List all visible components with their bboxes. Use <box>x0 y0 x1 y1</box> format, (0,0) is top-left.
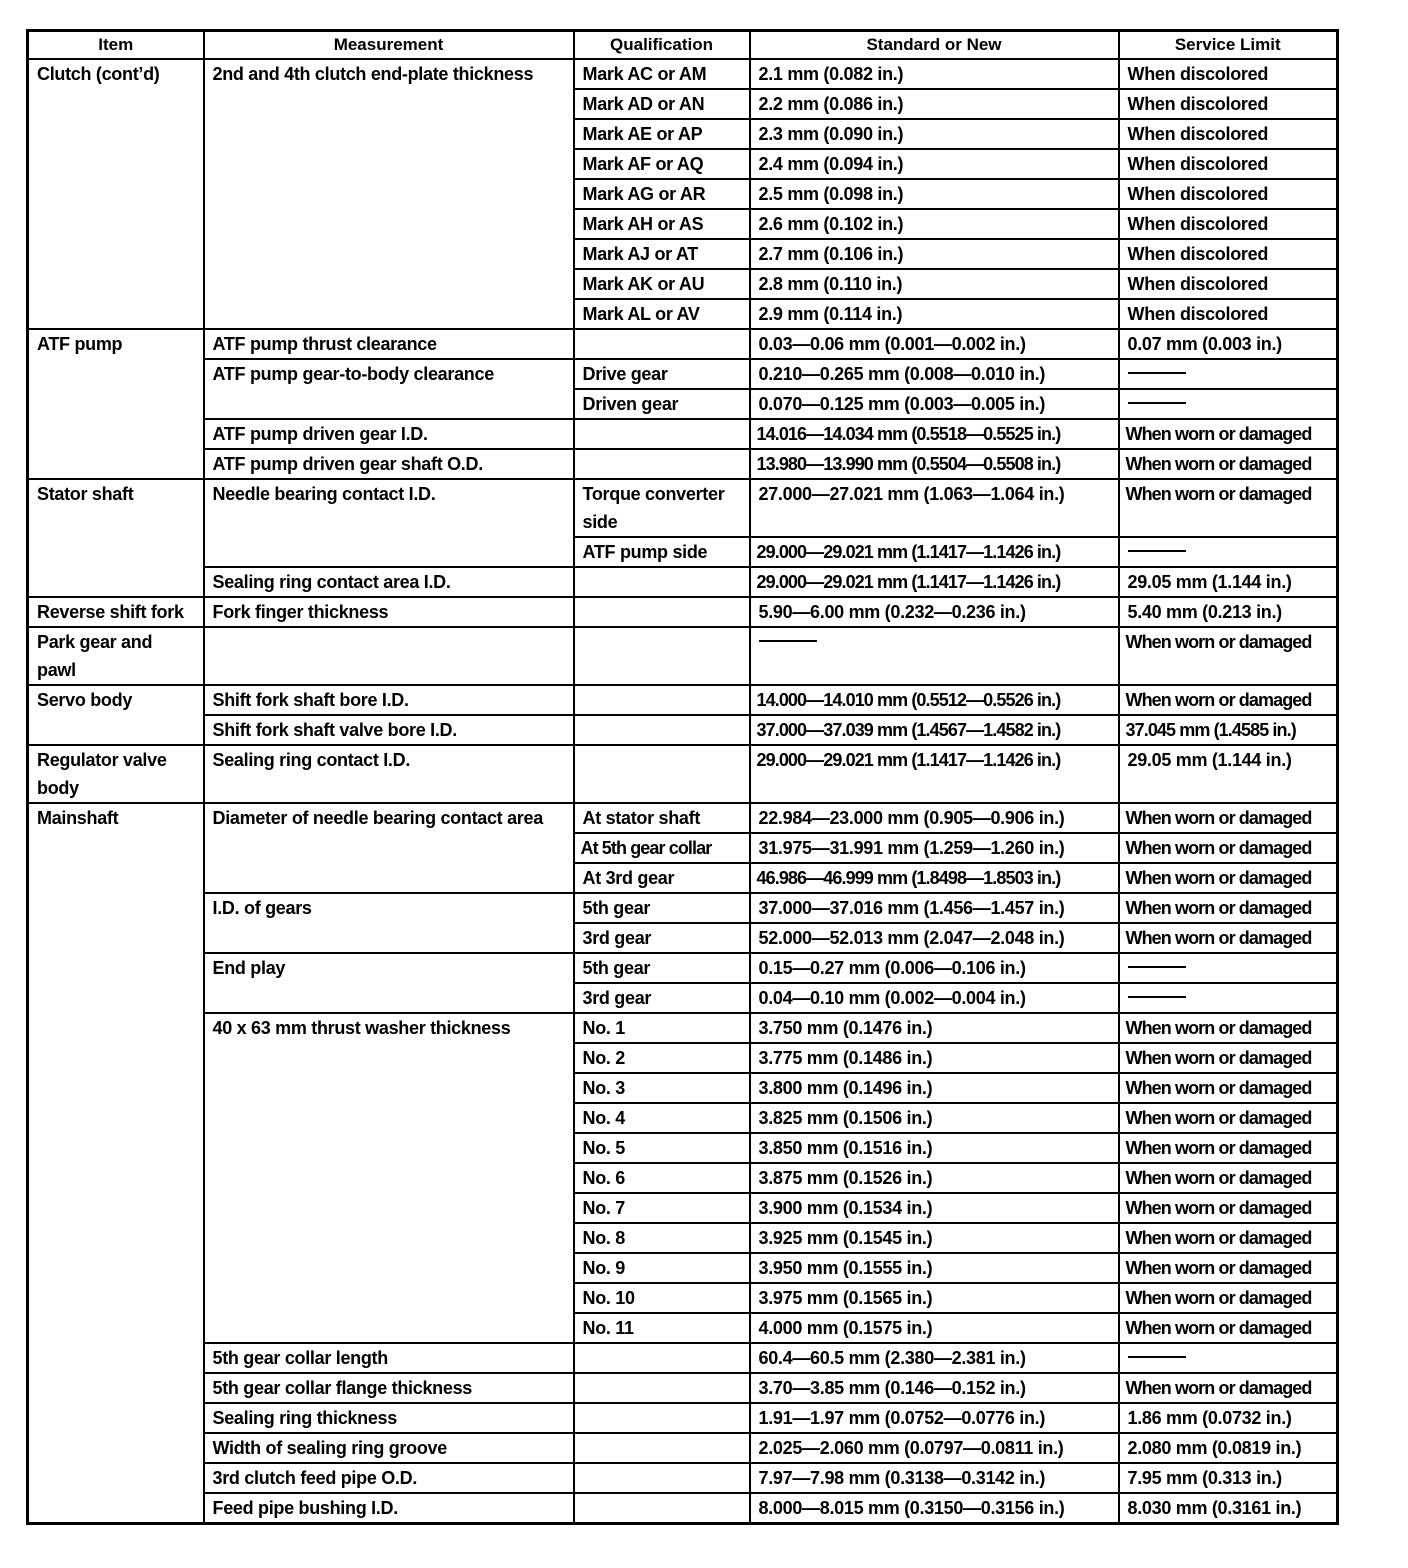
qualification-cell <box>574 1343 750 1373</box>
limit-cell: When worn or damaged <box>1119 1013 1338 1043</box>
measurement-cell: Sealing ring contact I.D. <box>204 745 574 803</box>
standard-cell: 2.3 mm (0.090 in.) <box>750 119 1119 149</box>
qualification-cell <box>574 1433 750 1463</box>
standard-cell: 27.000—27.021 mm (1.063—1.064 in.) <box>750 479 1119 537</box>
standard-cell: 7.97—7.98 mm (0.3138—0.3142 in.) <box>750 1463 1119 1493</box>
qualification-cell: No. 6 <box>574 1163 750 1193</box>
standard-cell: 29.000—29.021 mm (1.1417—1.1426 in.) <box>750 745 1119 803</box>
limit-cell: 2.080 mm (0.0819 in.) <box>1119 1433 1338 1463</box>
standard-cell: 37.000—37.039 mm (1.4567—1.4582 in.) <box>750 715 1119 745</box>
standard-cell: 60.4—60.5 mm (2.380—2.381 in.) <box>750 1343 1119 1373</box>
table-row <box>28 479 1338 537</box>
limit-cell: When worn or damaged <box>1119 1133 1338 1163</box>
limit-cell: 0.07 mm (0.003 in.) <box>1119 329 1338 359</box>
qualification-cell: Mark AJ or AT <box>574 239 750 269</box>
limit-cell: When worn or damaged <box>1119 803 1338 833</box>
limit-cell: When worn or damaged <box>1119 1373 1338 1403</box>
qualification-cell: Mark AG or AR <box>574 179 750 209</box>
limit-cell: When worn or damaged <box>1119 863 1338 893</box>
qualification-cell: No. 3 <box>574 1073 750 1103</box>
table-row <box>28 745 1338 803</box>
header-row <box>28 31 1338 60</box>
table-row <box>28 1493 1338 1524</box>
item-stator-shaft: Stator shaft <box>28 479 204 597</box>
limit-cell <box>1119 953 1338 983</box>
standard-cell: 3.925 mm (0.1545 in.) <box>750 1223 1119 1253</box>
measurement-cell: 3rd clutch feed pipe O.D. <box>204 1463 574 1493</box>
qualification-cell: Mark AF or AQ <box>574 149 750 179</box>
limit-cell: 8.030 mm (0.3161 in.) <box>1119 1493 1338 1524</box>
limit-cell: When worn or damaged <box>1119 1043 1338 1073</box>
item-mainshaft: Mainshaft <box>28 803 204 1524</box>
standard-cell: 29.000—29.021 mm (1.1417—1.1426 in.) <box>750 537 1119 567</box>
limit-cell: When discolored <box>1119 239 1338 269</box>
limit-cell: When discolored <box>1119 149 1338 179</box>
table-row <box>28 627 1338 685</box>
table-row <box>28 1373 1338 1403</box>
table-row <box>28 1403 1338 1433</box>
measurement-cell: 5th gear collar length <box>204 1343 574 1373</box>
standard-cell: 37.000—37.016 mm (1.456—1.457 in.) <box>750 893 1119 923</box>
measurement-cell: ATF pump driven gear I.D. <box>204 419 574 449</box>
table-row <box>28 419 1338 449</box>
standard-cell: 0.04—0.10 mm (0.002—0.004 in.) <box>750 983 1119 1013</box>
qualification-cell <box>574 597 750 627</box>
standard-cell: 3.975 mm (0.1565 in.) <box>750 1283 1119 1313</box>
standard-cell: 3.850 mm (0.1516 in.) <box>750 1133 1119 1163</box>
qualification-cell: ATF pump side <box>574 537 750 567</box>
standard-cell: 13.980—13.990 mm (0.5504—0.5508 in.) <box>750 449 1119 479</box>
measurement-cell <box>204 627 574 685</box>
standard-cell: 3.950 mm (0.1555 in.) <box>750 1253 1119 1283</box>
table-row <box>28 803 1338 833</box>
item-park-gear-and-pawl: Park gear and pawl <box>28 627 204 685</box>
limit-cell: When worn or damaged <box>1119 419 1338 449</box>
limit-cell <box>1119 1343 1338 1373</box>
measurement-cell: Sealing ring thickness <box>204 1403 574 1433</box>
standard-cell: 29.000—29.021 mm (1.1417—1.1426 in.) <box>750 567 1119 597</box>
qualification-cell <box>574 627 750 685</box>
standard-cell: 3.825 mm (0.1506 in.) <box>750 1103 1119 1133</box>
standard-cell: 31.975—31.991 mm (1.259—1.260 in.) <box>750 833 1119 863</box>
standard-cell: 14.000—14.010 mm (0.5512—0.5526 in.) <box>750 685 1119 715</box>
limit-cell: When worn or damaged <box>1119 1193 1338 1223</box>
qualification-cell: Mark AC or AM <box>574 59 750 89</box>
measurement-cell: End play <box>204 953 574 1013</box>
dash-line <box>1128 402 1186 404</box>
measurement-cell: ATF pump thrust clearance <box>204 329 574 359</box>
limit-cell <box>1119 389 1338 419</box>
standard-cell: 1.91—1.97 mm (0.0752—0.0776 in.) <box>750 1403 1119 1433</box>
table-row <box>28 329 1338 359</box>
standard-cell: 8.000—8.015 mm (0.3150—0.3156 in.) <box>750 1493 1119 1524</box>
table-row <box>28 685 1338 715</box>
measurement-cell: 5th gear collar flange thickness <box>204 1373 574 1403</box>
qualification-cell: No. 4 <box>574 1103 750 1133</box>
dash-line <box>1128 1356 1186 1358</box>
qualification-cell: No. 11 <box>574 1313 750 1343</box>
limit-cell: When worn or damaged <box>1119 479 1338 537</box>
standard-cell: 0.210—0.265 mm (0.008—0.010 in.) <box>750 359 1119 389</box>
limit-cell: When worn or damaged <box>1119 1103 1338 1133</box>
standard-cell: 2.025—2.060 mm (0.0797—0.0811 in.) <box>750 1433 1119 1463</box>
dash-line <box>759 640 817 642</box>
measurement-cell: Fork finger thickness <box>204 597 574 627</box>
standard-cell: 4.000 mm (0.1575 in.) <box>750 1313 1119 1343</box>
header-service-limit: Service Limit <box>1119 31 1338 60</box>
standard-cell: 0.070—0.125 mm (0.003—0.005 in.) <box>750 389 1119 419</box>
measurement-cell: Sealing ring contact area I.D. <box>204 567 574 597</box>
standard-cell: 2.8 mm (0.110 in.) <box>750 269 1119 299</box>
qualification-cell: Mark AL or AV <box>574 299 750 329</box>
qualification-cell <box>574 685 750 715</box>
limit-cell: 29.05 mm (1.144 in.) <box>1119 567 1338 597</box>
qualification-cell <box>574 419 750 449</box>
standard-cell: 2.4 mm (0.094 in.) <box>750 149 1119 179</box>
qualification-cell: No. 5 <box>574 1133 750 1163</box>
qualification-cell <box>574 1463 750 1493</box>
table-row <box>28 59 1338 89</box>
table-row <box>28 1013 1338 1043</box>
limit-cell: When discolored <box>1119 179 1338 209</box>
limit-cell: 7.95 mm (0.313 in.) <box>1119 1463 1338 1493</box>
qualification-cell: No. 2 <box>574 1043 750 1073</box>
item-atf-pump: ATF pump <box>28 329 204 479</box>
measurement-cell: ATF pump driven gear shaft O.D. <box>204 449 574 479</box>
standard-cell: 2.6 mm (0.102 in.) <box>750 209 1119 239</box>
qualification-cell: No. 8 <box>574 1223 750 1253</box>
table-row <box>28 597 1338 627</box>
qualification-cell: Torque converter side <box>574 479 750 537</box>
qualification-cell: 5th gear <box>574 953 750 983</box>
header-qualification: Qualification <box>574 31 750 60</box>
table-row <box>28 953 1338 983</box>
qualification-cell <box>574 449 750 479</box>
limit-cell: When worn or damaged <box>1119 1313 1338 1343</box>
standard-cell: 0.15—0.27 mm (0.006—0.106 in.) <box>750 953 1119 983</box>
table-row <box>28 1433 1338 1463</box>
standard-cell: 2.9 mm (0.114 in.) <box>750 299 1119 329</box>
qualification-cell <box>574 745 750 803</box>
item-regulator-valve-body: Regulator valve body <box>28 745 204 803</box>
dash-line <box>1128 550 1186 552</box>
qualification-cell: At 3rd gear <box>574 863 750 893</box>
qualification-cell <box>574 715 750 745</box>
qualification-cell: Drive gear <box>574 359 750 389</box>
standard-cell: 3.750 mm (0.1476 in.) <box>750 1013 1119 1043</box>
standard-cell: 3.875 mm (0.1526 in.) <box>750 1163 1119 1193</box>
qualification-cell <box>574 329 750 359</box>
limit-cell: When discolored <box>1119 269 1338 299</box>
limit-cell <box>1119 359 1338 389</box>
header-measurement: Measurement <box>204 31 574 60</box>
qualification-cell: No. 9 <box>574 1253 750 1283</box>
limit-cell: When discolored <box>1119 59 1338 89</box>
measurement-cell: 40 x 63 mm thrust washer thickness <box>204 1013 574 1343</box>
limit-cell: When worn or damaged <box>1119 627 1338 685</box>
limit-cell: When worn or damaged <box>1119 1253 1338 1283</box>
limit-cell: When discolored <box>1119 89 1338 119</box>
measurement-cell: Diameter of needle bearing contact area <box>204 803 574 893</box>
limit-cell: When worn or damaged <box>1119 1283 1338 1313</box>
qualification-cell: 5th gear <box>574 893 750 923</box>
limit-cell: When worn or damaged <box>1119 1163 1338 1193</box>
item-reverse-shift-fork: Reverse shift fork <box>28 597 204 627</box>
standard-cell: 14.016—14.034 mm (0.5518—0.5525 in.) <box>750 419 1119 449</box>
table-row <box>28 1463 1338 1493</box>
qualification-cell <box>574 567 750 597</box>
header-standard: Standard or New <box>750 31 1119 60</box>
measurement-cell: 2nd and 4th clutch end-plate thickness <box>204 59 574 329</box>
standard-cell: 5.90—6.00 mm (0.232—0.236 in.) <box>750 597 1119 627</box>
measurement-cell: Width of sealing ring groove <box>204 1433 574 1463</box>
measurement-cell: Needle bearing contact I.D. <box>204 479 574 567</box>
limit-cell: 5.40 mm (0.213 in.) <box>1119 597 1338 627</box>
qualification-cell: No. 7 <box>574 1193 750 1223</box>
specifications-table <box>26 29 1339 1525</box>
qualification-cell <box>574 1403 750 1433</box>
limit-cell: When worn or damaged <box>1119 685 1338 715</box>
limit-cell: When worn or damaged <box>1119 449 1338 479</box>
item-clutch: Clutch (cont’d) <box>28 59 204 329</box>
limit-cell: 37.045 mm (1.4585 in.) <box>1119 715 1338 745</box>
qualification-cell: No. 10 <box>574 1283 750 1313</box>
standard-cell <box>750 627 1119 685</box>
table-row <box>28 359 1338 389</box>
dash-line <box>1128 372 1186 374</box>
qualification-cell: Driven gear <box>574 389 750 419</box>
qualification-cell: No. 1 <box>574 1013 750 1043</box>
limit-cell: When worn or damaged <box>1119 833 1338 863</box>
standard-cell: 52.000—52.013 mm (2.047—2.048 in.) <box>750 923 1119 953</box>
limit-cell: When worn or damaged <box>1119 893 1338 923</box>
item-servo-body: Servo body <box>28 685 204 745</box>
limit-cell: When discolored <box>1119 119 1338 149</box>
table-row <box>28 449 1338 479</box>
qualification-cell: At 5th gear collar <box>574 833 750 863</box>
standard-cell: 22.984—23.000 mm (0.905—0.906 in.) <box>750 803 1119 833</box>
qualification-cell: Mark AH or AS <box>574 209 750 239</box>
measurement-cell: Shift fork shaft valve bore I.D. <box>204 715 574 745</box>
limit-cell <box>1119 983 1338 1013</box>
limit-cell: When discolored <box>1119 299 1338 329</box>
table-row <box>28 893 1338 923</box>
limit-cell: When worn or damaged <box>1119 1223 1338 1253</box>
standard-cell: 2.1 mm (0.082 in.) <box>750 59 1119 89</box>
limit-cell: When discolored <box>1119 209 1338 239</box>
measurement-cell: Shift fork shaft bore I.D. <box>204 685 574 715</box>
standard-cell: 46.986—46.999 mm (1.8498—1.8503 in.) <box>750 863 1119 893</box>
table-row <box>28 715 1338 745</box>
qualification-cell <box>574 1493 750 1524</box>
standard-cell: 2.2 mm (0.086 in.) <box>750 89 1119 119</box>
standard-cell: 2.7 mm (0.106 in.) <box>750 239 1119 269</box>
qualification-cell <box>574 1373 750 1403</box>
qualification-cell: 3rd gear <box>574 923 750 953</box>
standard-cell: 3.775 mm (0.1486 in.) <box>750 1043 1119 1073</box>
table-row <box>28 1343 1338 1373</box>
standard-cell: 3.800 mm (0.1496 in.) <box>750 1073 1119 1103</box>
qualification-cell: At stator shaft <box>574 803 750 833</box>
dash-line <box>1128 966 1186 968</box>
qualification-cell: Mark AE or AP <box>574 119 750 149</box>
limit-cell: 1.86 mm (0.0732 in.) <box>1119 1403 1338 1433</box>
limit-cell: 29.05 mm (1.144 in.) <box>1119 745 1338 803</box>
qualification-cell: 3rd gear <box>574 983 750 1013</box>
qualification-cell: Mark AK or AU <box>574 269 750 299</box>
limit-cell: When worn or damaged <box>1119 1073 1338 1103</box>
measurement-cell: ATF pump gear-to-body clearance <box>204 359 574 419</box>
dash-line <box>1128 996 1186 998</box>
measurement-cell: Feed pipe bushing I.D. <box>204 1493 574 1524</box>
qualification-cell: Mark AD or AN <box>574 89 750 119</box>
measurement-cell: I.D. of gears <box>204 893 574 953</box>
standard-cell: 3.900 mm (0.1534 in.) <box>750 1193 1119 1223</box>
table-row <box>28 567 1338 597</box>
limit-cell: When worn or damaged <box>1119 923 1338 953</box>
header-item: Item <box>28 31 204 60</box>
standard-cell: 3.70—3.85 mm (0.146—0.152 in.) <box>750 1373 1119 1403</box>
limit-cell <box>1119 537 1338 567</box>
standard-cell: 0.03—0.06 mm (0.001—0.002 in.) <box>750 329 1119 359</box>
standard-cell: 2.5 mm (0.098 in.) <box>750 179 1119 209</box>
